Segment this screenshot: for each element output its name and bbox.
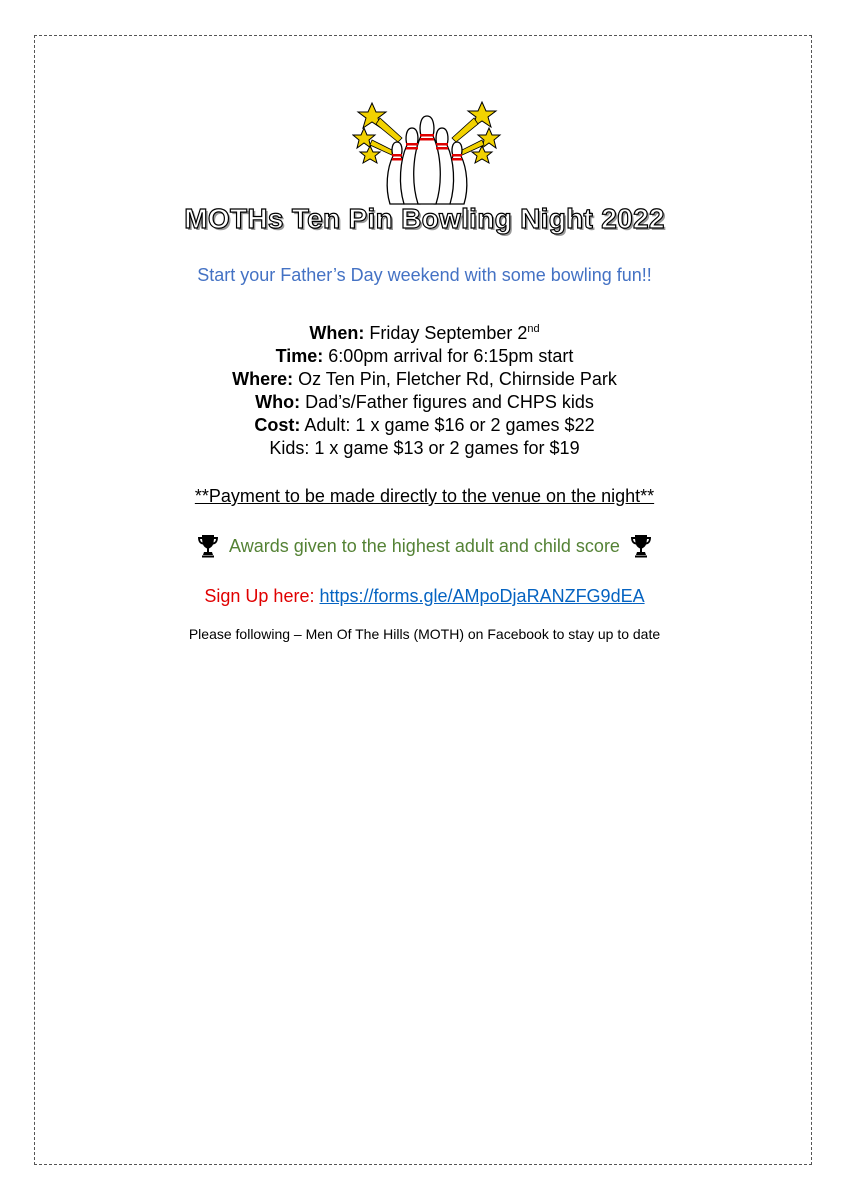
who-value: Dad’s/Father figures and CHPS kids	[305, 392, 594, 412]
who-line	[0, 391, 849, 414]
cost-line	[0, 414, 849, 437]
where-value: Oz Ten Pin, Fletcher Rd, Chirnside Park	[298, 369, 617, 389]
event-subtitle: Start your Father’s Day weekend with some bowling fun!!	[197, 265, 652, 285]
payment-note: **Payment to be made directly to the venue on the night**	[194, 486, 655, 506]
event-details	[0, 322, 849, 460]
signup-line	[0, 586, 849, 607]
bowling-pins-logo	[352, 98, 502, 208]
trophy-icon	[197, 534, 219, 558]
awards-text: Awards given to the highest adult and child score	[229, 535, 620, 556]
signup-link[interactable]: https://forms.gle/AMpoDjaRANZFG9dEA	[319, 586, 645, 606]
time-value: 6:00pm arrival for 6:15pm start	[328, 346, 574, 366]
footer-note: Please following – Men Of The Hills (MOTH) on Facebook to stay up to date	[188, 626, 661, 642]
when-line	[0, 322, 849, 345]
when-value: Friday September 2	[369, 323, 528, 343]
time-line	[0, 345, 849, 368]
when-label: When:	[309, 323, 365, 343]
trophy-icon	[630, 534, 652, 558]
where-label: Where:	[232, 369, 294, 389]
cost-adult: Adult: 1 x game $16 or 2 games $22	[304, 415, 595, 435]
where-line	[0, 368, 849, 391]
awards-line	[0, 534, 849, 558]
cost-kids-line: Kids: 1 x game $13 or 2 games for $19	[269, 438, 580, 458]
when-suffix: nd	[527, 323, 540, 335]
time-label: Time:	[275, 346, 324, 366]
cost-label: Cost:	[254, 415, 301, 435]
who-label: Who:	[255, 392, 301, 412]
event-title: MOTHs Ten Pin Bowling Night 2022	[184, 203, 665, 234]
signup-label: Sign Up here:	[204, 586, 315, 606]
